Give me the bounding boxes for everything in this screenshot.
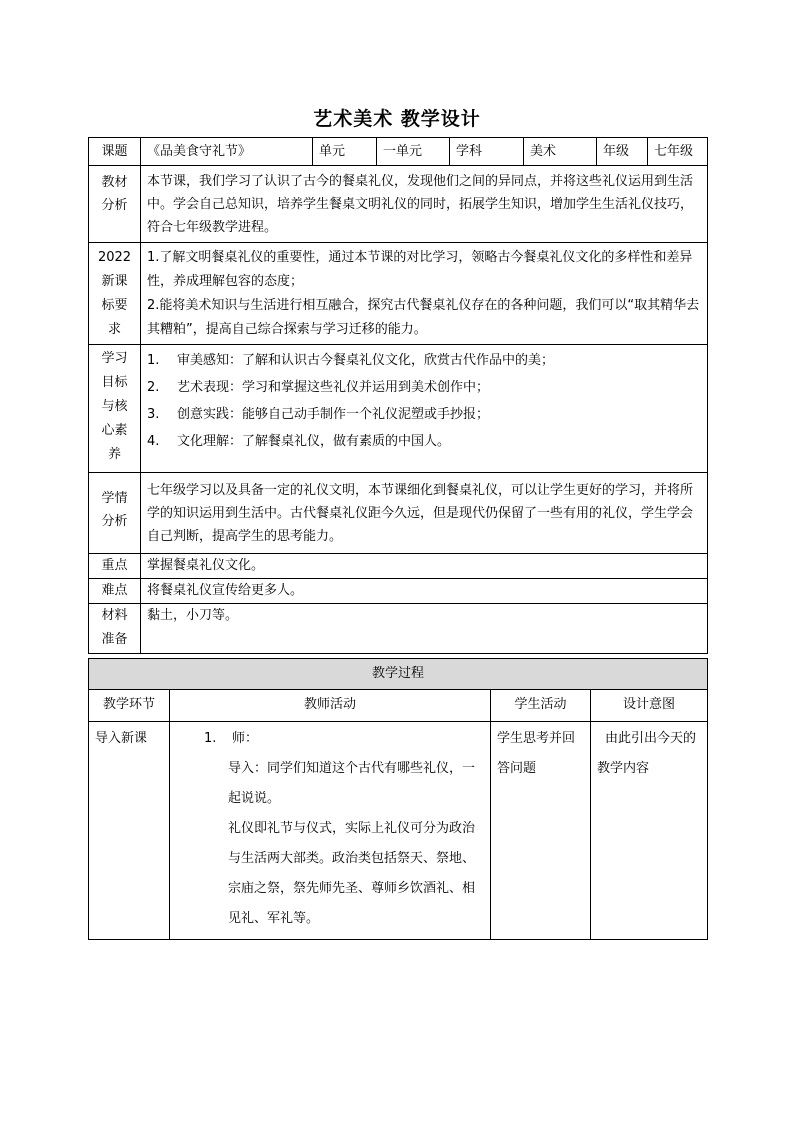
topic-value: 《品美食守礼节》 xyxy=(141,138,313,166)
difficulty-label: 难点 xyxy=(89,579,141,604)
grade-value: 七年级 xyxy=(648,138,708,166)
standards-line-1: 1.了解文明餐桌礼仪的重要性，通过本节课的对比学习，领略古今餐桌礼仪文化的多样性和差异性，养成理解包容的态度； xyxy=(147,250,693,289)
topic-label: 课题 xyxy=(89,138,141,166)
stage-cell: 导入新课 xyxy=(89,722,170,940)
teacher-activity-cell xyxy=(170,722,491,940)
subject-value: 美术 xyxy=(524,138,597,166)
materials-text: 黏土，小刀等。 xyxy=(141,604,708,654)
analysis-label: 教材 分析 xyxy=(89,166,141,243)
header-intent: 设计意图 xyxy=(591,690,708,722)
difficulty-row xyxy=(89,579,708,604)
analysis-row xyxy=(89,166,708,243)
process-header-row xyxy=(89,690,708,722)
header-stage: 教学环节 xyxy=(89,690,170,722)
grade-label: 年级 xyxy=(597,138,648,166)
goals-list xyxy=(141,345,708,473)
process-row xyxy=(89,722,708,940)
subject-label: 学科 xyxy=(450,138,524,166)
analysis-text: 本节课，我们学习了认识了古今的餐桌礼仪，发现他们之间的异同点，并将这些礼仪运用到生活中。学会自己总知识，培养学生餐桌文明礼仪的同时，拓展学生知识，增加学生生活礼仪技巧，符合七年级教学进程。 xyxy=(141,166,708,243)
goal-item: 3. 创意实践：能够自己动手制作一个礼仪泥塑或手抄报； xyxy=(147,407,490,422)
header-student: 学生活动 xyxy=(491,690,591,722)
header-teacher: 教师活动 xyxy=(170,690,491,722)
key-point-row xyxy=(89,554,708,579)
process-banner-row xyxy=(89,659,708,690)
goal-item: 4. 文化理解：了解餐桌礼仪，做有素质的中国人。 xyxy=(147,434,451,449)
learners-label: 学情 分析 xyxy=(89,473,141,554)
materials-row xyxy=(89,604,708,654)
unit-value: 一单元 xyxy=(377,138,450,166)
standards-label: 2022 新课 标要 求 xyxy=(89,243,141,345)
document-title: 艺术美术 教学设计 xyxy=(313,108,481,130)
teacher-paragraph-2: 礼仪即礼节与仪式，实际上礼仪可分为政治与生活两大部类。政治类包括祭天、祭地、宗庙之祭，祭先师先圣、尊师乡饮酒礼、相见礼、军礼等。 xyxy=(228,821,476,926)
design-intent-cell: 由此引出今天的教学内容 xyxy=(591,722,708,940)
key-point-label: 重点 xyxy=(89,554,141,579)
learners-text: 七年级学习以及具备一定的礼仪文明，本节课细化到餐桌礼仪，可以让学生更好的学习，并将所学的知识运用到生活中。古代餐桌礼仪距今久远，但是现代仍保留了一些有用的礼仪，学生学会自己判断，提高学生的思考能力。 xyxy=(141,473,708,554)
goal-item: 1. 审美感知：了解和认识古今餐桌礼仪文化，欣赏古代作品中的美； xyxy=(147,353,555,368)
topic-row xyxy=(89,138,708,166)
teaching-process-table xyxy=(88,658,708,940)
standards-row xyxy=(89,243,708,345)
process-banner: 教学过程 xyxy=(89,659,708,690)
teacher-paragraph-1: 导入：同学们知道这个古代有哪些礼仪，一起说说。 xyxy=(228,761,476,806)
key-point-text: 掌握餐桌礼仪文化。 xyxy=(141,554,708,579)
standards-text xyxy=(141,243,708,345)
learners-row xyxy=(89,473,708,554)
lesson-info-table xyxy=(88,137,708,654)
student-activity-cell: 学生思考并回答问题 xyxy=(491,722,591,940)
goals-row xyxy=(89,345,708,473)
teacher-step: 1. 师： xyxy=(204,731,259,746)
materials-label: 材料 准备 xyxy=(89,604,141,654)
unit-label: 单元 xyxy=(313,138,377,166)
goal-item: 2. 艺术表现：学习和掌握这些礼仪并运用到美术创作中； xyxy=(147,380,490,395)
standards-line-2: 2.能将美术知识与生活进行相互融合，探究古代餐桌礼仪存在的各种问题，我们可以“取其精华去其糟粕”，提高自己综合探索与学习迁移的能力。 xyxy=(147,298,700,337)
difficulty-text: 将餐桌礼仪宣传给更多人。 xyxy=(141,579,708,604)
goals-label: 学习 目标 与核 心素 养 xyxy=(89,345,141,473)
